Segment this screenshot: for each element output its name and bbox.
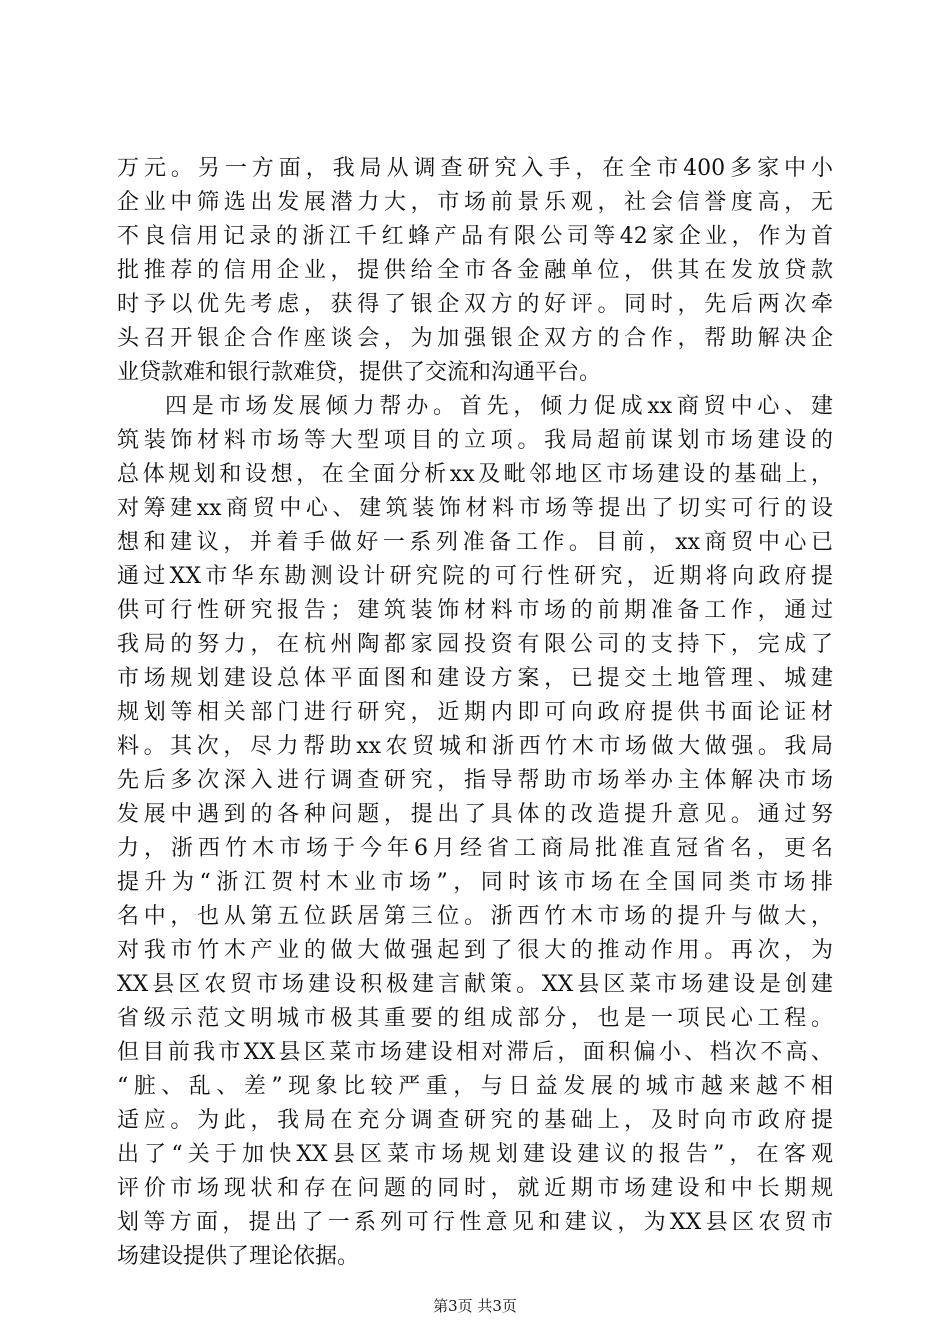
body-line: 发展中遇到的各种问题，提出了具体的改造提升意见。通过努 [117, 802, 833, 827]
body-line: 企业中筛选出发展潜力大，市场前景乐观，社会信誉度高，无 [117, 190, 833, 215]
body-line: 规划等相关部门进行研究，近期内即可向政府提供书面论证材 [117, 700, 833, 725]
body-line: 通过XX市华东勘测设计研究院的可行性研究，近期将向政府提 [117, 564, 833, 589]
body-line: 但目前我市XX县区菜市场建设相对滞后，面积偏小、档次不高、 [117, 1040, 833, 1065]
document-body [117, 152, 833, 1274]
body-line: 不良信用记录的浙江千红蜂产品有限公司等42家企业，作为首 [117, 224, 833, 249]
body-line: 料。其次，尽力帮助xx农贸城和浙西竹木市场做大做强。我局 [117, 734, 833, 759]
body-line: 评价市场现状和存在问题的同时，就近期市场建设和中长期规 [117, 1176, 833, 1201]
page-number-footer: 第3页 共3页 [433, 1297, 517, 1315]
body-line: 提升为“浙江贺村木业市场”，同时该市场在全国同类市场排 [117, 870, 833, 895]
body-line: 供可行性研究报告；建筑装饰材料市场的前期准备工作，通过 [117, 598, 833, 623]
body-line: 我局的努力，在杭州陶都家园投资有限公司的支持下，完成了 [117, 632, 833, 657]
body-line: 场建设提供了理论依据。 [117, 1244, 360, 1269]
body-line: 出了“关于加快XX县区菜市场规划建设建议的报告”，在客观 [117, 1142, 833, 1167]
body-line: 头召开银企合作座谈会，为加强银企双方的合作，帮助解决企 [117, 326, 833, 351]
body-line: 业贷款难和银行款难贷，提供了交流和沟通平台。 [117, 360, 602, 385]
body-line: 适应。为此，我局在充分调查研究的基础上，及时向市政府提 [117, 1108, 833, 1133]
body-line: 力，浙西竹木市场于今年6月经省工商局批准直冠省名，更名 [117, 836, 833, 861]
body-line: “脏、乱、差”现象比较严重，与日益发展的城市越来越不相 [117, 1074, 833, 1099]
body-line: 批推荐的信用企业，提供给全市各金融单位，供其在发放贷款 [117, 258, 833, 283]
body-line: 总体规划和设想，在全面分析xx及毗邻地区市场建设的基础上， [117, 462, 833, 487]
body-line: 划等方面，提出了一系列可行性意见和建议，为XX县区农贸市 [117, 1210, 833, 1235]
body-line: 名中，也从第五位跃居第三位。浙西竹木市场的提升与做大， [117, 904, 833, 929]
body-line: 先后多次深入进行调查研究，指导帮助市场举办主体解决市场 [117, 768, 833, 793]
body-line: 省级示范文明城市极其重要的组成部分，也是一项民心工程。 [117, 1006, 833, 1031]
body-line: 对筹建xx商贸中心、建筑装饰材料市场等提出了切实可行的设 [117, 496, 833, 521]
body-line: 筑装饰材料市场等大型项目的立项。我局超前谋划市场建设的 [117, 428, 833, 453]
body-line: 市场规划建设总体平面图和建设方案，已提交土地管理、城建 [117, 666, 833, 691]
body-line: 想和建议，并着手做好一系列准备工作。目前，xx商贸中心已 [117, 530, 833, 555]
body-line: XX县区农贸市场建设积极建言献策。XX县区菜市场建设是创建 [117, 972, 833, 997]
paragraph-start-line: 四是市场发展倾力帮办。首先，倾力促成xx商贸中心、建 [165, 394, 833, 419]
body-line: 万元。另一方面，我局从调查研究入手，在全市400多家中小 [117, 156, 833, 181]
body-line: 对我市竹木产业的做大做强起到了很大的推动作用。再次，为 [117, 938, 833, 963]
body-line: 时予以优先考虑，获得了银企双方的好评。同时，先后两次牵 [117, 292, 833, 317]
